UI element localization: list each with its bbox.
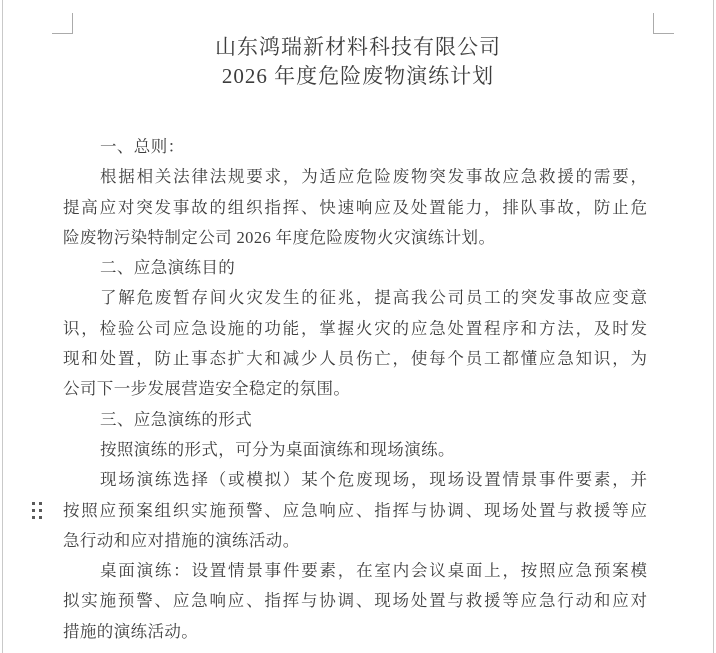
text-line: 险废物污染特制定公司 2026 年度危险废物火灾演练计划。: [63, 227, 496, 247]
margin-corner-mark-top-right: [653, 13, 674, 34]
text-line: 识，检验公司应急设施的功能，掌握火灾的应急处置程序和方法，及时发: [63, 318, 647, 338]
company-name-title-line: 山东鸿瑞新材料科技有限公司: [215, 35, 501, 59]
section-heading-line: 三、应急演练的形式: [100, 409, 253, 429]
page-left-edge-line: [2, 0, 3, 653]
six-dots-margin-marker-icon: [32, 502, 42, 519]
text-line: 现场演练选择（或模拟）某个危废现场，现场设置情景事件要素，并: [100, 470, 647, 490]
document-body-text: [63, 132, 647, 647]
page-right-edge-line: [713, 0, 714, 653]
margin-corner-mark-top-left: [52, 13, 73, 34]
text-line: 按照演练的形式，可分为桌面演练和现场演练。: [100, 439, 455, 459]
text-line: 现和处置，防止事态扩大和减少人员伤亡，使每个员工都懂应急知识，为: [63, 349, 647, 369]
text-line: 桌面演练：设置情景事件要素，在室内会议桌面上，按照应急预案模: [100, 561, 647, 581]
text-line: 提高应对突发事故的组织指挥、快速响应及处置能力，排队事故，防止危: [63, 197, 647, 217]
text-line: 急行动和应对措施的演练活动。: [63, 530, 300, 550]
document-title: [0, 33, 716, 91]
section-heading-line: 一、总则：: [100, 137, 185, 156]
text-line: 按照应预案组织实施预警、应急响应、指挥与协调、现场处置与救援等应: [63, 500, 647, 520]
text-line: 公司下一步发展营造安全稳定的氛围。: [63, 379, 351, 399]
text-line: 了解危废暂存间火灾发生的征兆，提高我公司员工的突发事故应变意: [100, 288, 647, 308]
text-line: 拟实施预警、应急响应、指挥与协调、现场处置与救援等应急行动和应对: [63, 591, 647, 611]
text-line: 根据相关法律法规要求，为适应危险废物突发事故应急救援的需要，: [100, 167, 647, 187]
text-line: 措施的演练活动。: [63, 621, 199, 641]
plan-title-line: 2026 年度危险废物演练计划: [221, 64, 495, 88]
section-heading-line: 二、应急演练目的: [100, 258, 236, 278]
